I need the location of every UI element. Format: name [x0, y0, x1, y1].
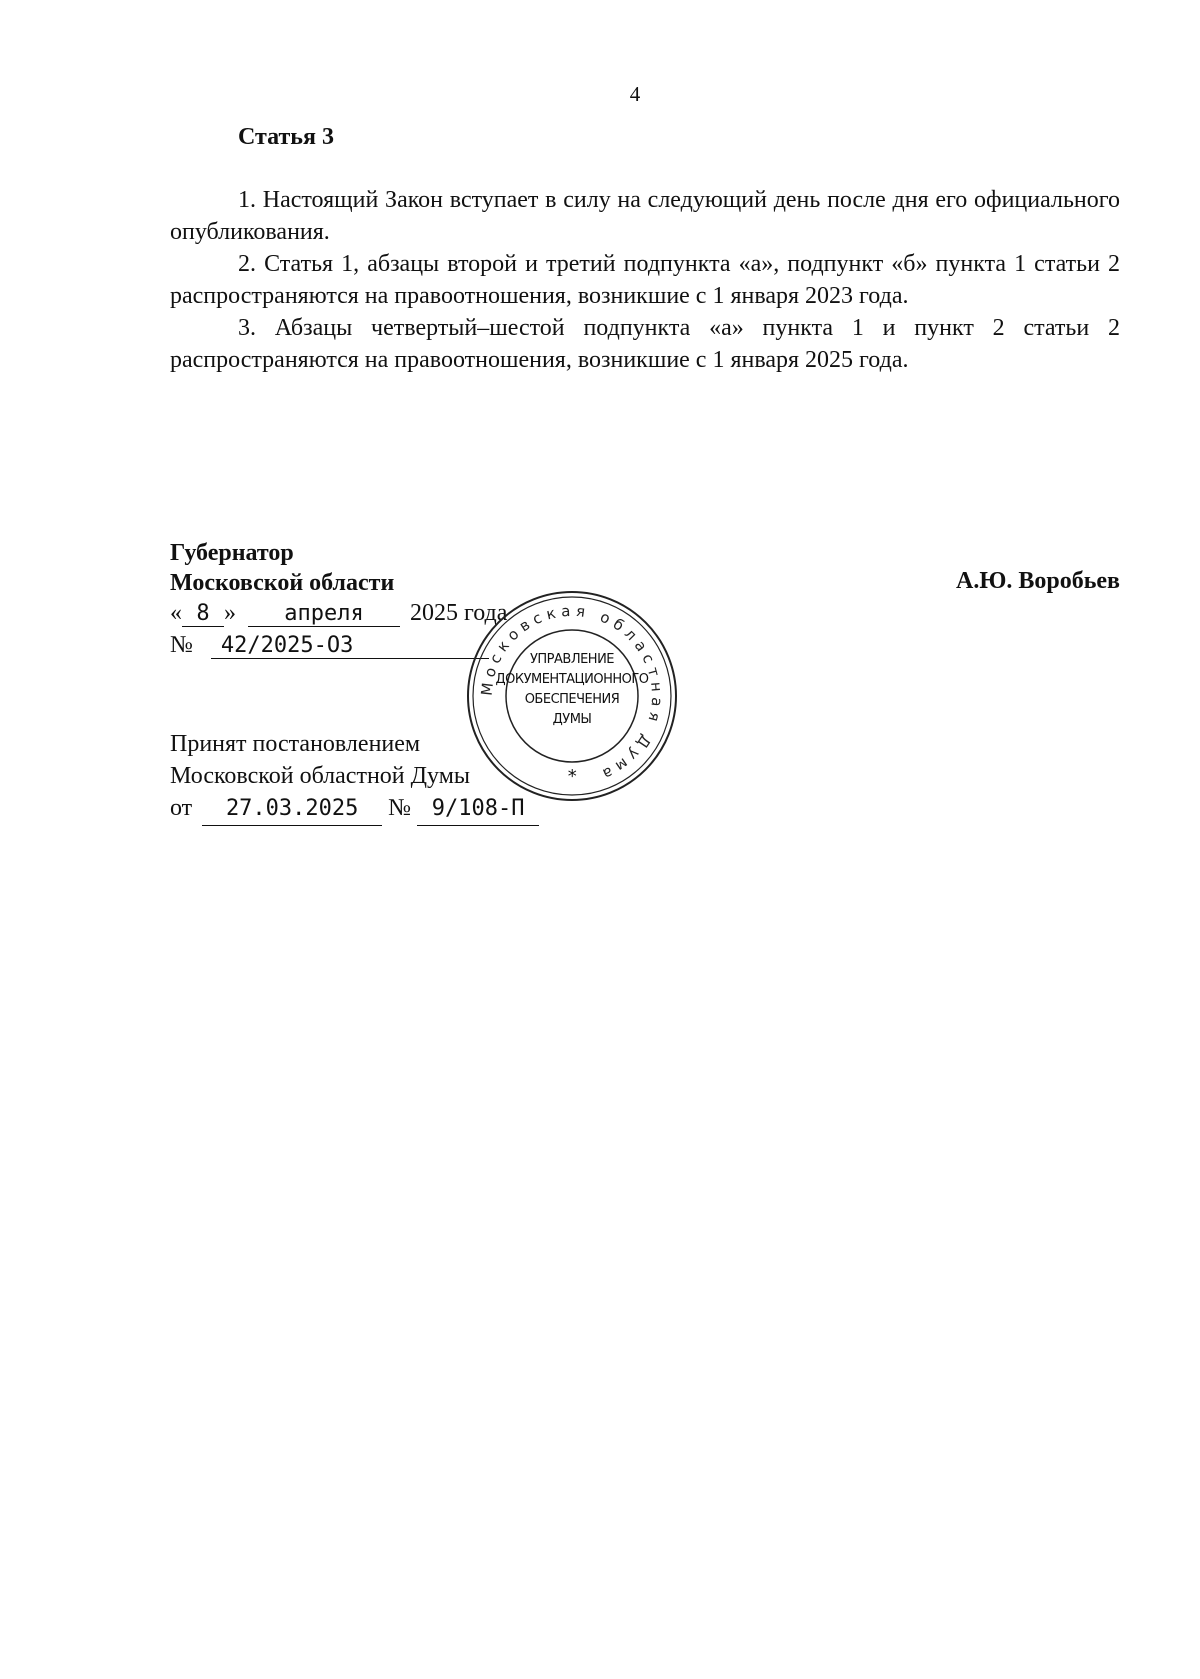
adoption-line1: Принят постановлением: [170, 731, 421, 757]
seal-center-line4: ДУМЫ: [552, 712, 592, 727]
seal-center-line3: ОБЕСПЕЧЕНИЯ: [524, 692, 620, 707]
date-close-quote: »: [224, 600, 236, 626]
adoption-from-label: от: [170, 795, 193, 821]
law-number-sign: №: [170, 632, 193, 658]
signer-name: А.Ю. Воробьев: [955, 568, 1120, 594]
seal-center-line1: УПРАВЛЕНИЕ: [529, 652, 615, 667]
adoption-number: 9/108-П: [417, 793, 539, 826]
page-number: 4: [629, 82, 641, 106]
official-seal: [464, 588, 680, 804]
seal-center-line2: ДОКУМЕНТАЦИОННОГО: [495, 672, 649, 687]
signing-date-line: [170, 600, 507, 627]
law-number: 42/2025-ОЗ: [211, 633, 489, 659]
governor-position-line1: Губернатор: [170, 540, 294, 566]
seal-star: *: [567, 766, 577, 787]
paragraph-2: 2. Статья 1, абзацы второй и третий подпункта «а», подпункт «б» пункта 1 статьи 2 распространяются на правоотношения, возникшие с 1 января 2023 года.: [170, 251, 1120, 309]
paragraph-3: 3. Абзацы четвертый–шестой подпункта «а» пункта 1 и пункт 2 статьи 2 распространяются на правоотношения, возникшие с 1 января 2025 года.: [170, 315, 1120, 373]
date-month: апреля: [248, 601, 400, 627]
law-number-line: [170, 632, 489, 659]
article-title: Статья 3: [238, 124, 334, 150]
adoption-line2: Московской областной Думы: [170, 763, 470, 789]
adoption-number-sign: №: [388, 795, 412, 821]
governor-position-line2: Московской области: [170, 570, 395, 596]
article-body: [170, 184, 1120, 376]
governor-title: [170, 538, 394, 598]
adoption-date: 27.03.2025: [202, 793, 382, 826]
seal-ring-text: Московская областная Дума: [477, 601, 667, 786]
date-year: 2025 года: [410, 600, 508, 626]
date-open-quote: «: [170, 600, 182, 626]
paragraph-1: 1. Настоящий Закон вступает в силу на следующий день после дня его официального опубликования.: [170, 187, 1120, 245]
date-day: 8: [182, 601, 224, 627]
